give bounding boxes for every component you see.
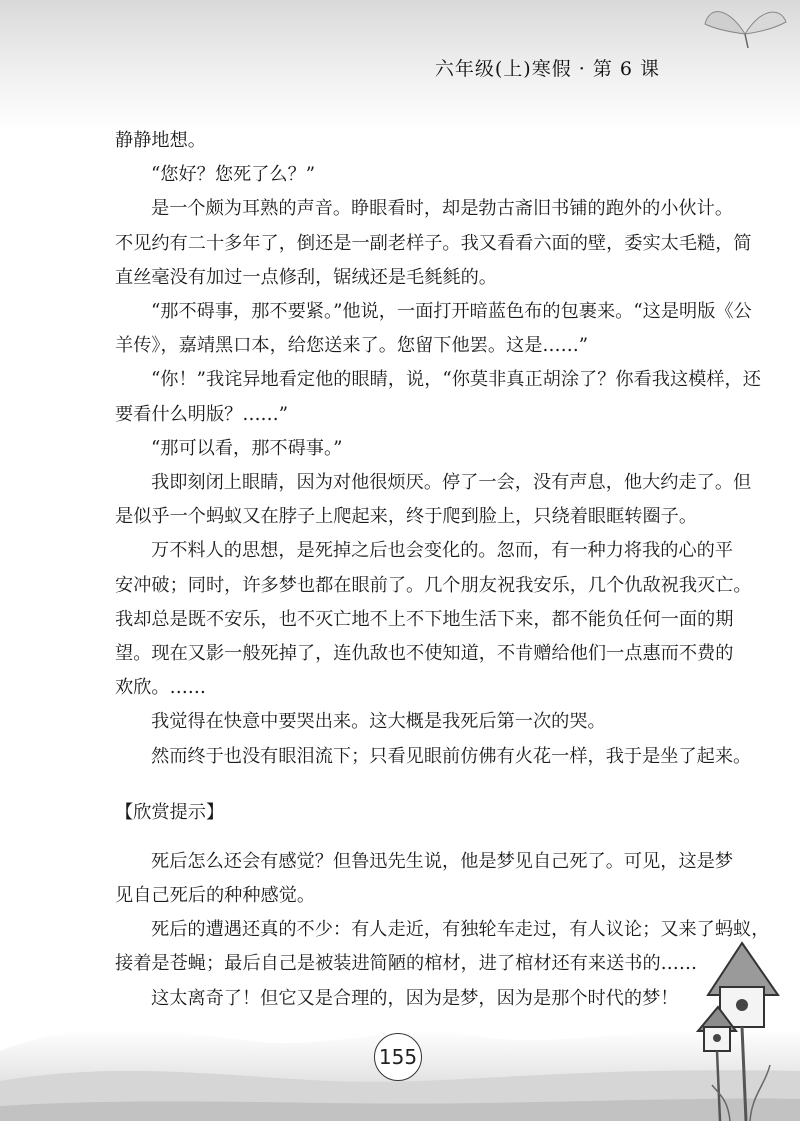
- birdhouse-icon: [690, 935, 800, 1121]
- story-line: 安冲破；同时，许多梦也都在眼前了。几个朋友祝我安乐，几个仇敌祝我灭亡。: [115, 574, 752, 596]
- story-line: 羊传》，嘉靖黑口本，给您送来了。您留下他罢。这是……”: [115, 335, 589, 357]
- appreciation-line: 死后怎么还会有感觉？但鲁迅先生说，他是梦见自己死了。可见，这是梦: [151, 850, 734, 872]
- butterfly-icon: [700, 4, 790, 54]
- story-line: 我却总是既不安乐，也不灭亡地不上不下地生活下来，都不能负任何一面的期: [115, 608, 734, 630]
- story-line: 欢欣。……: [115, 677, 206, 699]
- appreciation-line: 这太离奇了！但它又是合理的，因为是梦，因为是那个时代的梦！: [151, 987, 679, 1009]
- story-line: 然而终于也没有眼泪流下；只看见眼前仿佛有火花一样，我于是坐了起来。: [151, 745, 752, 767]
- appreciation-line: 接着是苍蝇；最后自己是被装进简陋的棺材，进了棺材还有来送书的……: [115, 953, 698, 975]
- story-line: 望。现在又影一般死掉了，连仇敌也不使知道，不肯赠给他们一点惠而不费的: [115, 643, 734, 665]
- landscape-illustration: [0, 921, 800, 1121]
- appreciation-heading: 【欣赏提示】: [115, 801, 225, 823]
- story-line: 万不料人的思想，是死掉之后也会变化的。忽而，有一种力将我的心的平: [151, 540, 734, 562]
- story-line: 静静地想。: [115, 130, 206, 151]
- story-line: 是一个颇为耳熟的声音。睁眼看时，却是勃古斋旧书铺的跑外的小伙计。: [151, 198, 734, 220]
- header-title: 六年级(上)寒假 · 第 6 课: [434, 58, 660, 80]
- story-line: 直丝毫没有加过一点修刮，锯绒还是毛毵毵的。: [115, 266, 497, 288]
- header-background: [0, 0, 800, 130]
- appreciation-line: 见自己死后的种种感觉。: [115, 885, 316, 907]
- story-line: “那可以看，那不碍事。”: [151, 437, 343, 459]
- document-body: [115, 124, 770, 1016]
- page-number: 155: [374, 1033, 422, 1081]
- story-line: 不见约有二十多年了，倒还是一副老样子。我又看看六面的壁，委实太毛糙，简: [115, 232, 752, 254]
- story-line: “那不碍事，那不要紧。”他说，一面打开暗蓝色布的包裹来。“这是明版《公: [151, 301, 752, 323]
- story-line: 是似乎一个蚂蚁又在脖子上爬起来，终于爬到脸上，只绕着眼眶转圈子。: [115, 506, 698, 528]
- story-line: “您好？您死了么？”: [151, 164, 316, 186]
- story-line: “你！”我诧异地看定他的眼睛，说，“你莫非真正胡涂了？你看我这模样，还: [151, 369, 761, 391]
- story-line: 要看什么明版？……”: [115, 403, 288, 425]
- appreciation-line: 死后的遭遇还真的不少：有人走近，有独轮车走过，有人议论；又来了蚂蚁，: [151, 919, 770, 941]
- story-line: 我即刻闭上眼睛，因为对他很烦厌。停了一会，没有声息，他大约走了。但: [151, 472, 752, 494]
- story-line: 我觉得在快意中要哭出来。这大概是我死后第一次的哭。: [151, 711, 606, 733]
